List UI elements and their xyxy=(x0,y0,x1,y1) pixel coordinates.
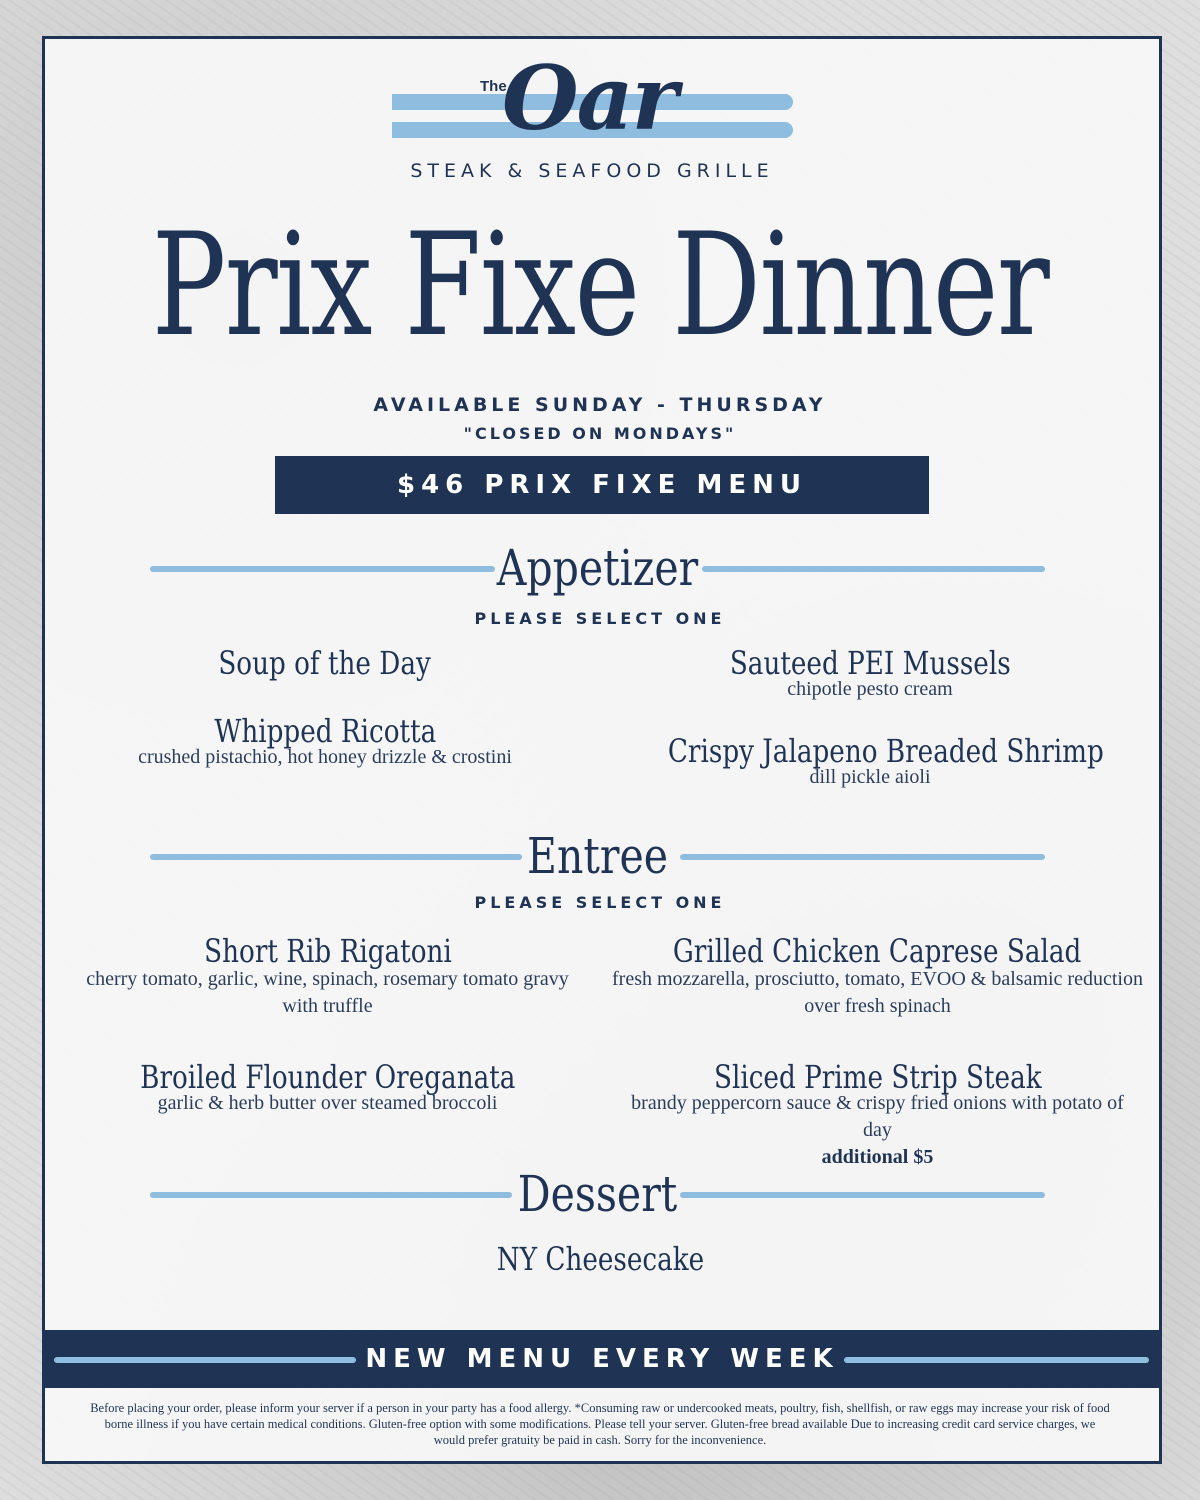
item-description: brandy peppercorn sauce & crispy fried onions with potato of day xyxy=(631,1092,1124,1141)
restaurant-logo xyxy=(392,46,792,190)
item-description: cherry tomato, garlic, wine, spinach, rosemary tomato gravy with truffle xyxy=(86,968,569,1017)
appetizer-heading-block xyxy=(150,538,1045,598)
footer-banner xyxy=(44,1330,1160,1388)
item-name: NY Cheesecake xyxy=(496,1240,704,1278)
item-name: Short Rib Rigatoni xyxy=(203,932,452,970)
logo-tagline: STEAK & SEAFOOD GRILLE xyxy=(410,160,774,182)
menu-item xyxy=(660,644,1080,703)
entree-instruction: PLEASE SELECT ONE xyxy=(474,893,726,912)
menu-item xyxy=(400,1240,800,1278)
menu-item xyxy=(610,932,1145,1020)
logo-the: The xyxy=(480,78,507,95)
menu-item xyxy=(630,1058,1125,1171)
menu-item xyxy=(620,732,1120,791)
item-description: fresh mozzarella, prosciutto, tomato, EVOO & balsamic reduction over fresh spinach xyxy=(612,968,1143,1017)
item-name: Grilled Chicken Caprese Salad xyxy=(673,932,1082,970)
item-name: Sauteed PEI Mussels xyxy=(729,644,1011,682)
item-name: Crispy Jalapeno Breaded Shrimp xyxy=(667,732,1104,770)
item-description: garlic & herb butter over steamed broccoli xyxy=(157,1092,498,1114)
appetizer-instruction: PLEASE SELECT ONE xyxy=(474,609,726,628)
page-title: Prix Fixe Dinner xyxy=(151,203,1049,368)
allergy-disclaimer: Before placing your order, please inform your server if a person in your party has a food allergy. *Consuming raw or undercooked meats, poultry, fish, shellfish, or raw eggs may increase your risk of food borne illness if you have certain medical conditions. Gluten-free option with some modifications. Please tell your server. Gluten-free bread available Due to increasing credit card service charges, we would prefer gratuity be paid in cash. Sorry for the inconvenience. xyxy=(90,1401,1110,1447)
closed-note: "CLOSED ON MONDAYS" xyxy=(463,424,737,443)
price-banner: $46 PRIX FIXE MENU xyxy=(275,456,929,514)
menu-item xyxy=(70,932,585,1020)
logo-name: Oar xyxy=(502,46,677,150)
item-description: chipotle pesto cream xyxy=(787,678,953,700)
item-name: Whipped Ricotta xyxy=(214,712,436,750)
item-name: Broiled Flounder Oreganata xyxy=(139,1058,516,1096)
item-description: dill pickle aioli xyxy=(809,766,931,788)
dessert-heading-block xyxy=(150,1164,1045,1224)
item-name: Soup of the Day xyxy=(218,644,432,682)
section-title-appetizer: Appetizer xyxy=(496,539,699,597)
entree-heading-block xyxy=(150,826,1045,886)
availability-text: AVAILABLE SUNDAY - THURSDAY xyxy=(373,394,827,416)
section-title-entree: Entree xyxy=(527,827,668,885)
section-title-dessert: Dessert xyxy=(517,1165,678,1223)
footer-banner-text: NEW MENU EVERY WEEK xyxy=(365,1344,839,1374)
menu-item xyxy=(90,1058,565,1117)
menu-item xyxy=(140,644,510,682)
item-surcharge: additional $5 xyxy=(821,1146,934,1168)
menu-item xyxy=(80,712,570,771)
item-name: Sliced Prime Strip Steak xyxy=(713,1058,1042,1096)
item-description: crushed pistachio, hot honey drizzle & crostini xyxy=(138,746,512,768)
